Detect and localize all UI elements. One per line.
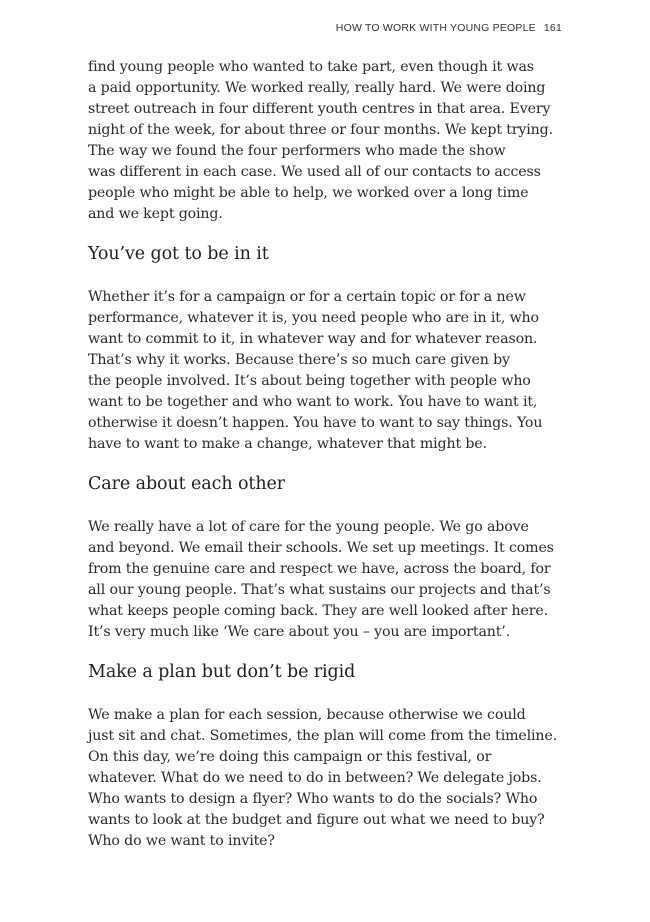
text-line: On this day, we’re doing this campaign or this festival, or — [88, 749, 492, 765]
text-line: wants to look at the budget and figure out what we need to buy? — [88, 812, 545, 828]
text-line: what keeps people coming back. They are well looked after here. — [88, 603, 548, 619]
text-line: all our young people. That’s what sustains our projects and that’s — [88, 582, 551, 598]
page-number: 161 — [543, 22, 562, 34]
text-line: Who do we want to invite? — [88, 833, 275, 849]
section-heading-care: Care about each other — [88, 474, 286, 494]
running-head-title: HOW TO WORK WITH YOUNG PEOPLE — [335, 22, 536, 34]
text-line: Who wants to design a flyer? Who wants to do the socials? Who — [88, 791, 538, 807]
text-line: That’s why it works. Because there’s so much care given by — [88, 352, 510, 368]
paragraph-plan — [88, 705, 557, 852]
text-line: people who might be able to help, we worked over a long time — [88, 185, 529, 201]
text-line: have to want to make a change, whatever that might be. — [88, 436, 487, 452]
text-line: whatever. What do we need to do in between? We delegate jobs. — [88, 770, 542, 786]
text-line: from the genuine care and respect we have, across the board, for — [88, 561, 551, 577]
text-line: We make a plan for each session, because otherwise we could — [88, 707, 526, 723]
text-line: It’s very much like ‘We care about you – you are important’. — [88, 624, 511, 640]
paragraph-be-in-it — [88, 287, 542, 455]
paragraph-intro — [88, 57, 553, 225]
text-line: was different in each case. We used all of our contacts to access — [88, 164, 541, 180]
text-line: want to be together and who want to work. You have to want it, — [88, 394, 538, 410]
text-line: We really have a lot of care for the young people. We go above — [88, 519, 529, 535]
text-line: want to commit to it, in whatever way and for whatever reason. — [88, 331, 538, 347]
text-line: the people involved. It’s about being together with people who — [88, 373, 531, 389]
text-line: The way we found the four performers who made the show — [88, 143, 506, 159]
section-heading-be-in-it: You’ve got to be in it — [88, 244, 269, 264]
text-line: Whether it’s for a campaign or for a certain topic or for a new — [88, 289, 526, 305]
text-line: and we kept going. — [88, 206, 223, 222]
text-line: just sit and chat. Sometimes, the plan will come from the timeline. — [88, 728, 558, 744]
text-line: and beyond. We email their schools. We set up meetings. It comes — [88, 540, 554, 556]
text-line: performance, whatever it is, you need people who are in it, who — [88, 310, 539, 326]
text-line: a paid opportunity. We worked really, really hard. We were doing — [88, 80, 546, 96]
running-head — [336, 22, 562, 34]
text-line: find young people who wanted to take part, even though it was — [88, 59, 534, 75]
section-heading-plan: Make a plan but don’t be rigid — [88, 662, 356, 682]
text-line: otherwise it doesn’t happen. You have to want to say things. You — [88, 415, 543, 431]
paragraph-care — [88, 517, 554, 643]
text-line: night of the week, for about three or four months. We kept trying. — [88, 122, 553, 138]
text-line: street outreach in four different youth centres in that area. Every — [88, 101, 551, 117]
